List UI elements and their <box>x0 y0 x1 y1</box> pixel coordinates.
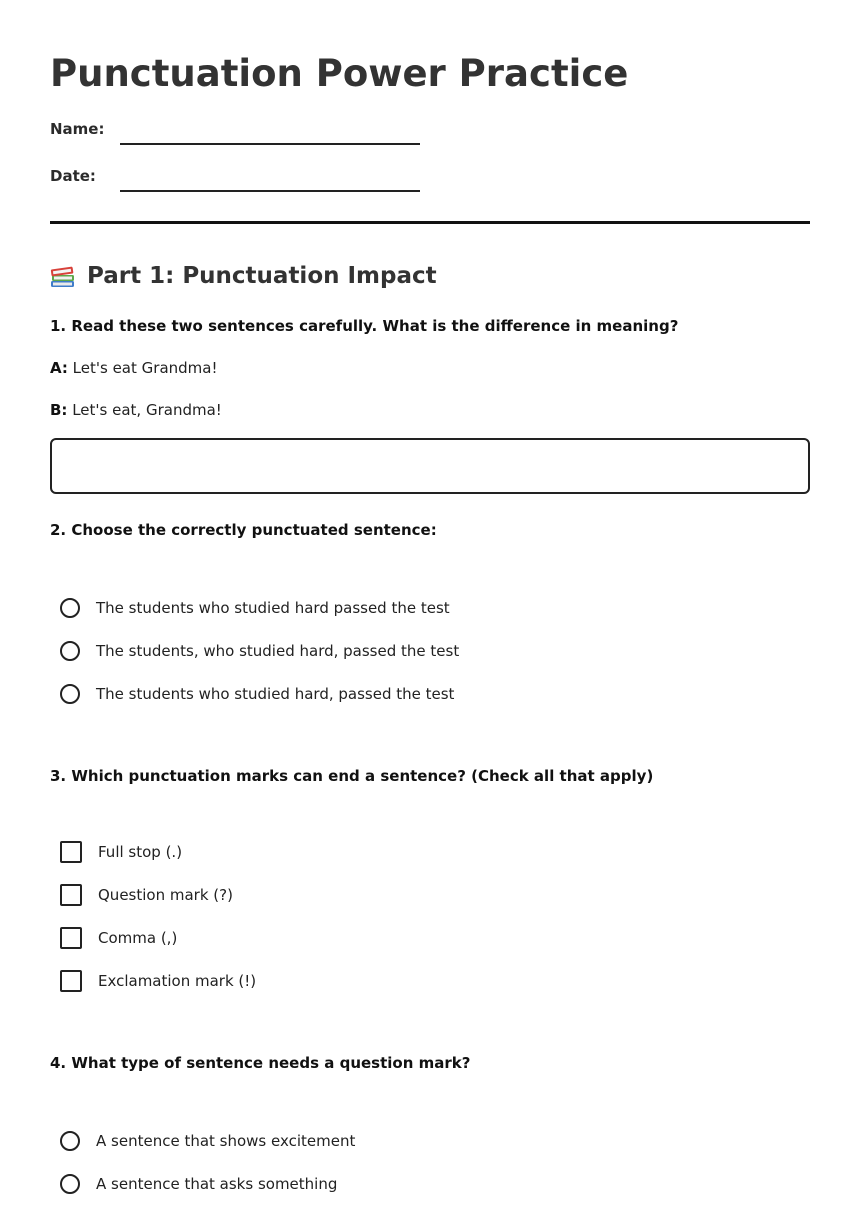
q2-option[interactable] <box>50 672 810 715</box>
section-heading-part1 <box>50 261 810 291</box>
q4-option[interactable] <box>50 1162 810 1205</box>
q3-option[interactable] <box>50 830 810 873</box>
q4-option-label: A sentence that asks something <box>96 1174 338 1193</box>
name-label: Name: <box>50 120 105 138</box>
sentence-b-text: Let's eat, Grandma! <box>72 401 222 419</box>
q2-options <box>50 586 810 715</box>
radio-button[interactable] <box>60 1174 80 1194</box>
q2-option[interactable] <box>50 586 810 629</box>
q3-option-label: Exclamation mark (!) <box>98 971 257 990</box>
q2-option-label: The students who studied hard passed the test <box>96 598 450 617</box>
checkbox[interactable] <box>60 927 82 949</box>
name-field-row <box>50 119 810 139</box>
q4-option-label: A sentence that shows excitement <box>96 1131 356 1150</box>
sentence-a-label: A: <box>50 359 68 377</box>
books-icon <box>50 264 76 288</box>
question-2: 2. Choose the correctly punctuated sentence: <box>50 521 437 539</box>
checkbox[interactable] <box>60 970 82 992</box>
date-field-row <box>50 166 810 186</box>
q3-option[interactable] <box>50 873 810 916</box>
q3-option-label: Comma (,) <box>98 928 178 947</box>
q2-option[interactable] <box>50 629 810 672</box>
name-input-line[interactable] <box>120 129 420 145</box>
date-label: Date: <box>50 167 96 185</box>
q1-answer-box[interactable] <box>50 438 810 494</box>
sentence-a-text: Let's eat Grandma! <box>72 359 218 377</box>
q2-option-label: The students who studied hard, passed the test <box>96 684 455 703</box>
page-title: Punctuation Power Practice <box>50 52 629 95</box>
checkbox[interactable] <box>60 841 82 863</box>
section-heading-text: Part 1: Punctuation Impact <box>87 263 437 289</box>
q3-option[interactable] <box>50 959 810 1002</box>
radio-button[interactable] <box>60 1131 80 1151</box>
question-4: 4. What type of sentence needs a question mark? <box>50 1054 471 1072</box>
radio-button[interactable] <box>60 684 80 704</box>
q4-options <box>50 1119 810 1205</box>
q3-options <box>50 830 810 1002</box>
sentence-b-label: B: <box>50 401 68 419</box>
date-input-line[interactable] <box>120 176 420 192</box>
q4-option[interactable] <box>50 1119 810 1162</box>
sentence-a <box>50 358 810 378</box>
q3-option-label: Full stop (.) <box>98 842 183 861</box>
q2-option-label: The students, who studied hard, passed the test <box>96 641 460 660</box>
radio-button[interactable] <box>60 641 80 661</box>
question-3: 3. Which punctuation marks can end a sentence? (Check all that apply) <box>50 767 654 785</box>
radio-button[interactable] <box>60 598 80 618</box>
sentence-b <box>50 400 810 420</box>
question-1: 1. Read these two sentences carefully. What is the difference in meaning? <box>50 317 679 335</box>
header-divider <box>50 221 810 224</box>
q3-option-label: Question mark (?) <box>98 885 233 904</box>
checkbox[interactable] <box>60 884 82 906</box>
q3-option[interactable] <box>50 916 810 959</box>
